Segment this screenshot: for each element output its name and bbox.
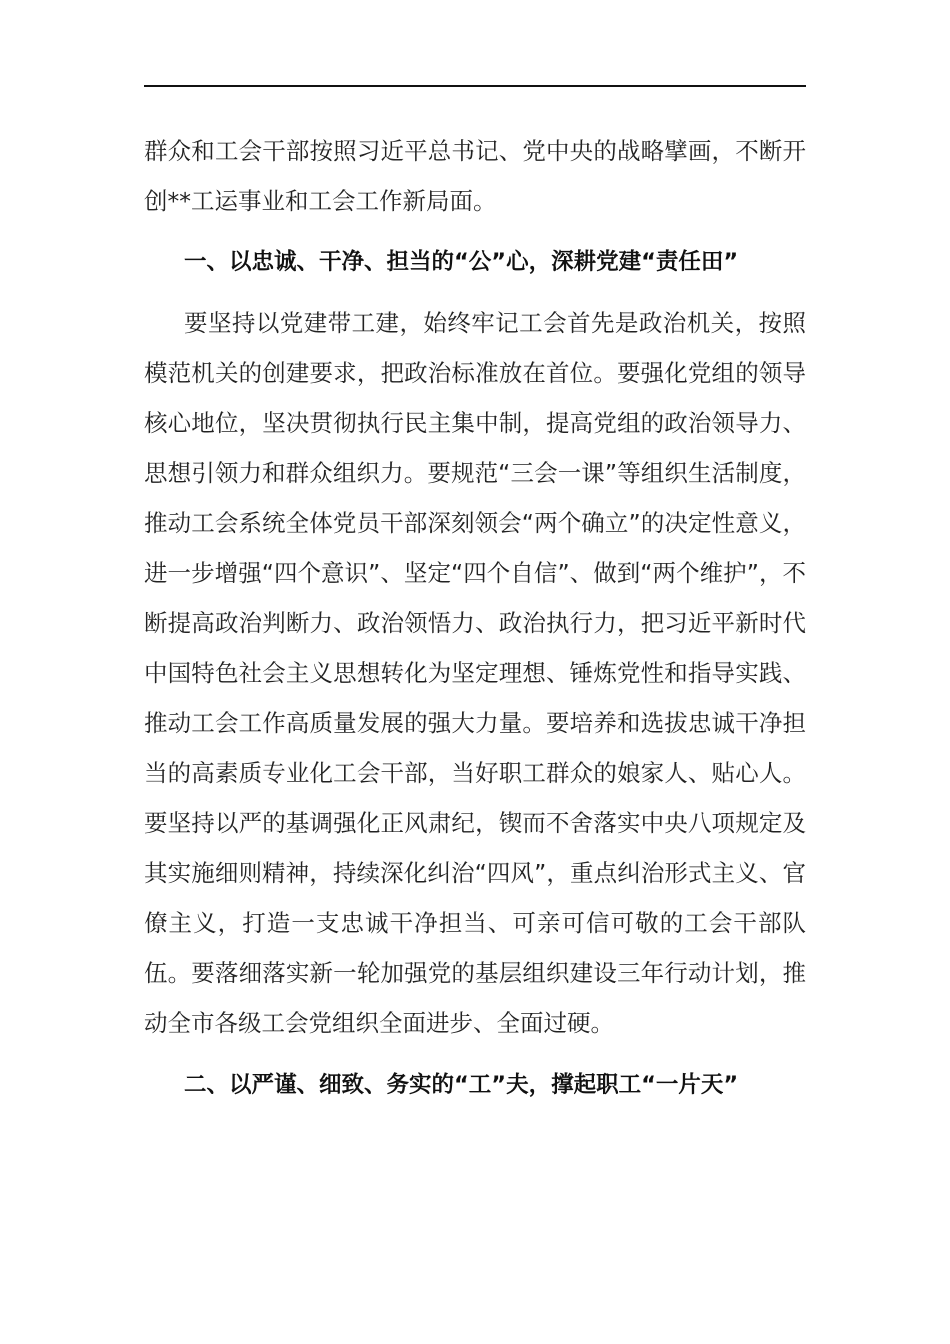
section-2-heading: 二、以严谨、细致、务实的“工”夫，撑起职工“一片天” bbox=[184, 1072, 739, 1098]
section-1-body: 要坚持以党建带工建，始终牢记工会首先是政治机关，按照模范机关的创建要求，把政治标准放在首位。要强化党组的领导核心地位，坚决贯彻执行民主集中制，提高党组的政治领导力、思想引领力和群众组织力。要规范“三会一课”等组织生活制度，推动工会系统全体党员干部深刻领会“两个确立”的决定性意义，进一步增强“四个意识”、坚定“四个自信”、做到“两个维护”，不断提高政治判断力、政治领悟力、政治执行力，把习近平新时代中国特色社会主义思想转化为坚定理想、锤炼党性和指导实践、推动工会工作高质量发展的强大力量。要培养和选拔忠诚干净担当的高素质专业化工会干部，当好职工群众的娘家人、贴心人。要坚持以严的基调强化正风肃纪，锲而不舍落实中央八项规定及其实施细则精神，持续深化纠治“四风”，重点纠治形式主义、官僚主义，打造一支忠诚干净担当、可亲可信可敬的工会干部队伍。要落细落实新一轮加强党的基层组织建设三年行动计划，推动全市各级工会党组织全面进步、全面过硬。 bbox=[144, 309, 806, 1037]
header-divider bbox=[144, 85, 806, 87]
section-1-heading: 一、以忠诚、干净、担当的“公”心，深耕党建“责任田” bbox=[184, 249, 739, 275]
document-body bbox=[144, 126, 806, 1110]
intro-paragraph: 群众和工会干部按照习近平总书记、党中央的战略擘画，不断开创**工运事业和工会工作新局面。 bbox=[144, 137, 806, 215]
